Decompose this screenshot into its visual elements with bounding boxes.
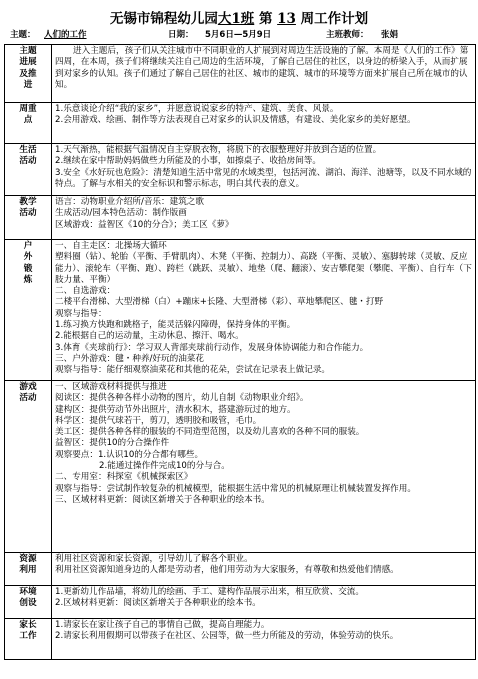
content-line: 三、区域材料更新：阅读区新增关于各种职业的绘本书。: [55, 494, 270, 505]
row-label: [5, 381, 52, 553]
row-content: [52, 586, 476, 619]
row-label-line: 工作: [19, 631, 37, 642]
content-line: 2.会用游戏、绘画、制作等方法表现自己对家乡的认识及情感，有建设、美化家乡的美好愿望。: [55, 115, 416, 126]
row-label-line: 锻: [23, 263, 33, 274]
plan-row: [5, 103, 476, 144]
plan-row: [5, 619, 476, 660]
content-line: 二、自选游戏：: [55, 286, 116, 297]
content-line: 三、户外游戏：毽・种养/好玩的油菜花: [55, 353, 204, 364]
class-name: 大1班: [217, 11, 255, 27]
content-line: 美工区：提供各种各样的服装的不同造型范图，以及幼儿喜欢的各种不同的服装。: [55, 427, 365, 438]
content-line: 2.请家长利用假期可以带孩子在社区、公园等，做一些力所能及的劳动，体验劳动的快乐。: [55, 631, 399, 642]
row-label: [5, 103, 52, 144]
content-line: 利用社区资源和家长资源，引导幼儿了解各个职业。: [55, 554, 253, 564]
row-label-line: 户: [23, 241, 33, 251]
content-line: 二楼平台滑梯、大型滑梯（白）+蹦床+长隆、大型滑梯（彩）、草地攀爬区、毽・打野: [55, 297, 384, 308]
content-line: 一、区域游戏材料提供与推进: [55, 382, 167, 392]
row-content: [52, 619, 476, 660]
row-content: [52, 196, 476, 240]
row-content: [52, 381, 476, 553]
theme-label: 主题：: [10, 30, 36, 40]
content-line: 语言：动物职业介绍所/音乐：建筑之歌: [55, 197, 204, 207]
row-content: [52, 45, 476, 103]
theme-value: 人们的工作: [44, 30, 87, 40]
row-label: [5, 144, 52, 196]
row-label-line: 主题: [19, 46, 37, 56]
content-line: 观察与指导：: [55, 308, 107, 319]
content-line: 2.区域材料更新：阅读区新增关于各种职业的绘本书。: [55, 598, 261, 609]
weekly-plan-table: [4, 44, 476, 660]
week-number: 13: [277, 11, 296, 27]
content-line: 3.安全《水好玩也危险》：清楚知道生活中常见的水域类型，包括河流、湖泊、海洋、池塘等，以及不同水域的特点。了解与水相关的安全标识和警示标志，明白其代表的意义。: [55, 167, 472, 189]
row-content: [52, 553, 476, 586]
row-label-line: 点: [23, 115, 33, 126]
plan-body: [5, 45, 476, 660]
page-title: [0, 7, 478, 27]
content-line: 科学区：提供气球若干，剪刀，透明胶和吸管，毛巾。: [55, 415, 262, 426]
row-label-line: 进: [23, 79, 33, 90]
content-line: 益智区：提供10的分合操作件: [55, 438, 170, 449]
plan-row: [5, 586, 476, 619]
row-label-line: 外: [23, 252, 33, 263]
content-line: 建构区：提供劳动节外出照片，清水积木，搭建游玩过的地方。: [55, 404, 296, 415]
plan-row: [5, 381, 476, 553]
content-line: 观察与指导：能仔细观察油菜花和其他的花朵，尝试在记录表上做记录。: [55, 365, 331, 376]
row-label-line: 环境: [19, 587, 37, 597]
content-line: 1.更新幼儿作品墙，将幼儿的绘画、手工、建构作品展示出来，相互欣赏、交流。: [55, 587, 364, 597]
plan-row: [5, 240, 476, 381]
teacher-value: 张娟: [381, 30, 399, 40]
row-label-line: 游戏: [19, 382, 37, 392]
row-label-line: 创设: [19, 598, 37, 609]
content-line: 观察与指导：尝试制作较复杂的机械模型，能根据生活中常见的机械原理让机械装置发挥作用。: [55, 483, 416, 494]
content-line: 1.乐意谈论介绍“我的家乡”，并愿意说说家乡的特产、建筑、美食、风景。: [55, 104, 339, 114]
date-label: 日期：: [168, 30, 194, 40]
row-label: [5, 553, 52, 586]
row-label-line: 家长: [19, 620, 37, 630]
row-label: [5, 196, 52, 240]
content-line: 2.继续在家中帮助妈妈做些力所能及的小事，如擦桌子、收拾房间等。: [55, 156, 322, 167]
row-label-line: 活动: [19, 393, 37, 404]
row-content: [52, 240, 476, 381]
content-line: 塑料圈（钻）、轮胎（平衡、手臂肌肉）、木凳（平衡、控制力）、高跷（平衡、灵敏）、塞脚转球（灵敏、反应能力）、滚轮车（平衡、跑）、跨栏（跳跃、灵敏）、地垫（爬、翻滚）、安吉攀爬架（攀爬、平衡）、自行车（下肢力量、平衡）: [55, 252, 472, 285]
content-line: 观察要点：1.认识10的分合都有哪些。: [55, 449, 204, 460]
content-line: 进入主题后，孩子们从关注城市中不同职业的人扩展到对周边生活设施的了解。本周是《人们的工作》第四周，在本周，孩子们将继续关注自己周边的生活环境，了解自己居住的社区，以身边的桥梁入手，从而扩展到对家乡的认知。孩子们通过了解自己居住的社区、城市的建筑、城市的环境等方面来扩展自己所在城市的认知。: [55, 46, 469, 90]
row-label: [5, 240, 52, 381]
plan-row: [5, 45, 476, 103]
title-mid: 第: [258, 11, 273, 27]
content-line: 1.天气渐热，能根据气温情况自主穿脱衣物，将脱下的衣服整理好并放到合适的位置。: [55, 145, 382, 155]
row-label-line: 教学: [19, 197, 37, 207]
plan-row: [5, 553, 476, 586]
content-line: 1.练习换方快跑和跳格子，能灵活躲闪障碍，保持身体的平衡。: [55, 320, 296, 331]
content-line: 区域游戏：益智区《10的分合》；美工区《萝》: [55, 219, 234, 230]
content-line: 利用社区资源知道身边的人都是劳动者，他们用劳动为大家服务，有尊敬和热爱他们情感。: [55, 565, 399, 576]
title-prefix: 无锡市锦程幼儿园: [109, 11, 218, 27]
row-label-line: 进展: [19, 57, 37, 68]
row-label-line: 炼: [23, 274, 33, 285]
row-label-line: 利用: [19, 565, 37, 576]
row-content: [52, 103, 476, 144]
plan-row: [5, 144, 476, 196]
content-line: 生成活动/园本特色活动：制作版画: [55, 208, 187, 219]
content-line: 3.体育《夹球前行》：学习双人背部夹球前行动作，发展身体协调能力和合作能力。: [55, 342, 369, 353]
content-line: 一、自主走区：北操场大循环: [55, 241, 167, 251]
row-label-line: 资源: [19, 554, 37, 564]
date-value: 5月6日—5月9日: [205, 30, 272, 40]
teacher-label: 主班教师：: [326, 30, 369, 40]
row-label: [5, 45, 52, 103]
info-bar: [8, 28, 473, 42]
row-label-line: 周重: [19, 104, 37, 114]
content-line: 阅读区：提供各种各样小动物的图片，幼儿自制《动物职业介绍》。: [55, 393, 309, 404]
row-label-line: 活动: [19, 208, 37, 219]
plan-row: [5, 196, 476, 240]
row-content: [52, 144, 476, 196]
content-line: 二、专用室：科探室《机械探索区》: [55, 472, 193, 483]
title-suffix: 周工作计划: [300, 11, 369, 27]
row-label: [5, 619, 52, 660]
row-label-line: 生活: [19, 145, 37, 155]
row-label: [5, 586, 52, 619]
row-label-line: 及推: [19, 68, 37, 79]
content-line: 1.请家长在家让孩子自己的事情自己做，提高自理能力。: [55, 620, 270, 630]
content-line: 2.能通过操作件完成10的分与合。: [99, 461, 230, 472]
row-label-line: 活动: [19, 156, 37, 167]
content-line: 2.能根据自己的运动量，主动休息、擦汗、喝水。: [55, 331, 244, 342]
